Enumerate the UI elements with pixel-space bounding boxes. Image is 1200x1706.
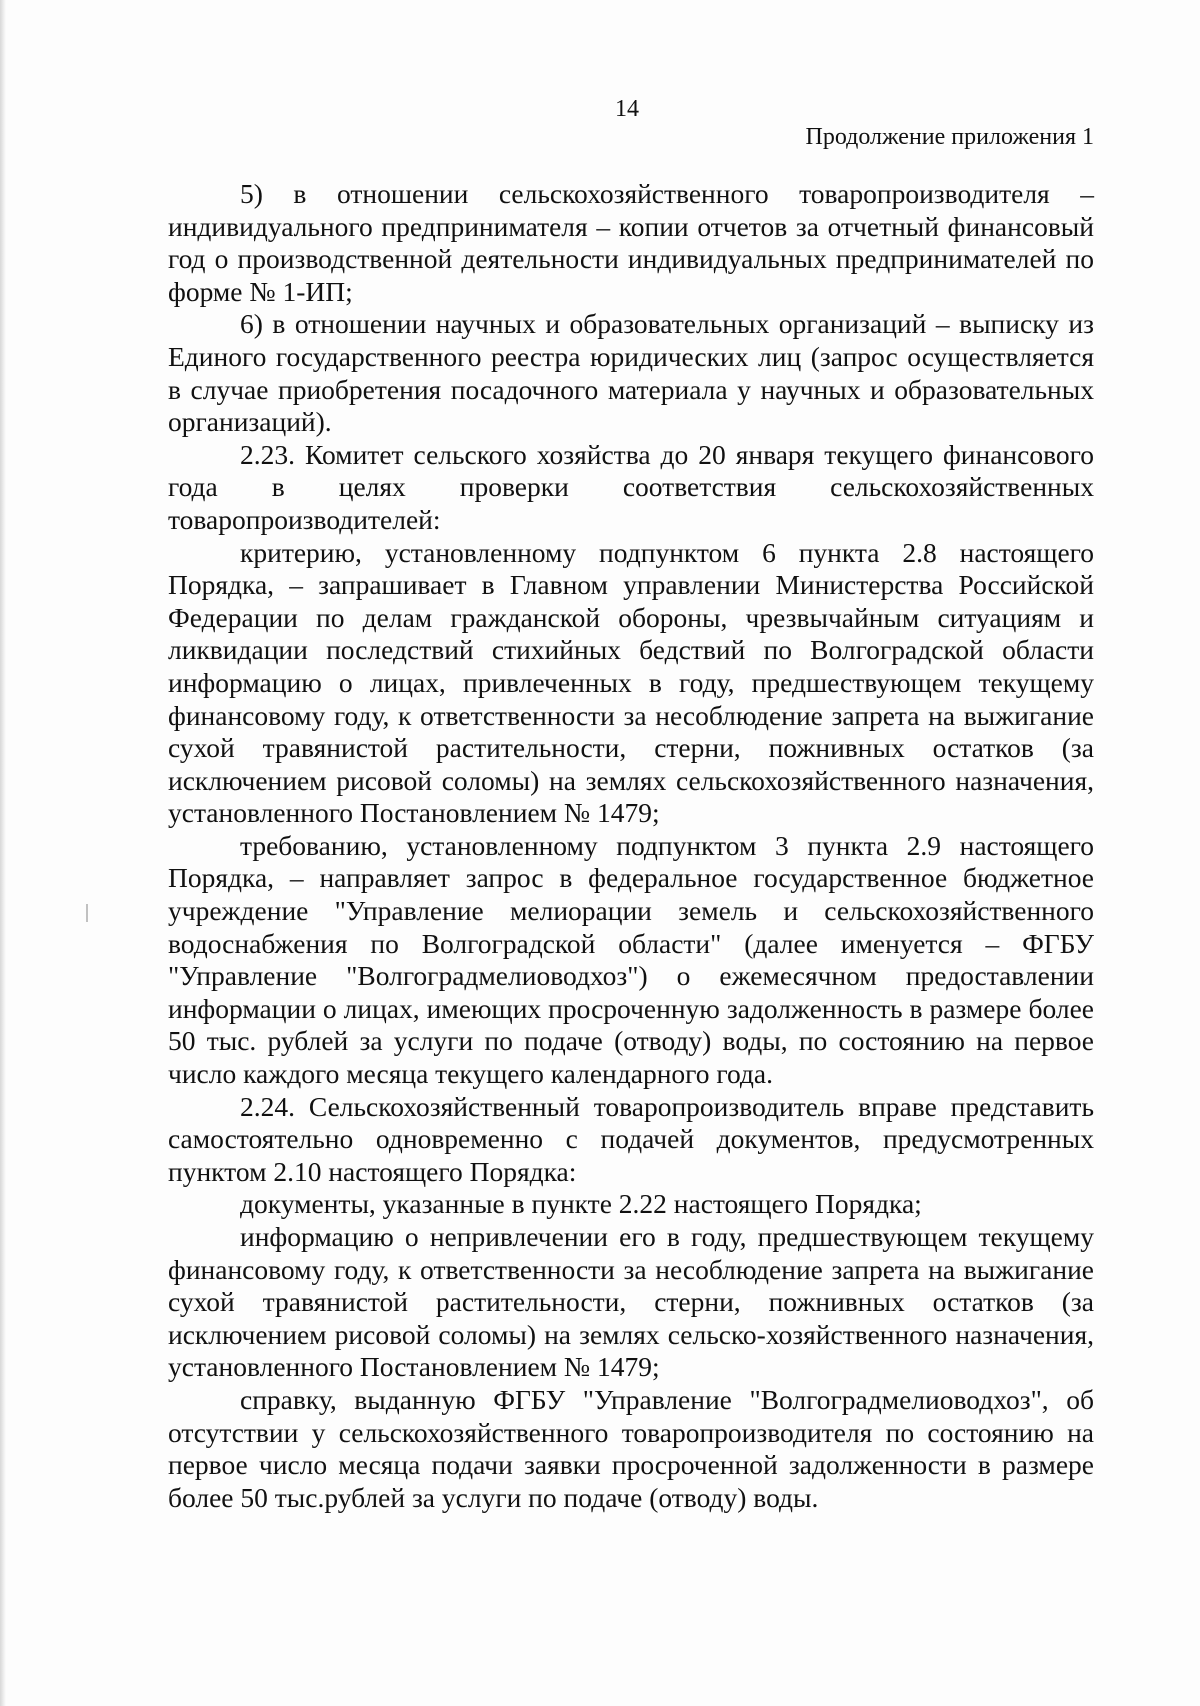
paragraph-item-6: 6) в отношении научных и образовательных организаций – выписку из Единого государственного реестра юридических лиц (запрос осуществляется в случае приобретения посадочного материала у научных и образовательных организаций).	[168, 308, 1094, 438]
scan-artifact	[86, 904, 88, 922]
paragraph-information: информацию о непривлечении его в году, предшествующем текущему финансовому году, к ответственности за несоблюдение запрета на выжигание сухой травянистой растительности, стерни, пожнивных остатков (за исключением рисовой соломы) на землях сельско-хозяйственного назначения, установленного Постановлением № 1479;	[168, 1221, 1094, 1383]
paragraph-item-5: 5) в отношении сельскохозяйственного товаропроизводителя – индивидуального предпринимателя – копии отчетов за отчетный финансовый год о производственной деятельности индивидуальных предпринимателей по форме № 1-ИП;	[168, 178, 1094, 307]
paragraph-certificate: справку, выданную ФГБУ "Управление "Волгоградмелиоводхоз", об отсутствии у сельскохозяйственного товаропроизводителя по состоянию на первое число месяца подачи заявки просроченной задолженности в размере более 50 тыс.рублей за услуги по подаче (отводу) воды.	[168, 1383, 1094, 1513]
scan-edge-shadow	[0, 0, 6, 1706]
paragraph-2-23: 2.23. Комитет сельского хозяйства до 20 января текущего финансового года в целях проверки соответствия сельскохозяйственных товаропроизводителей:	[168, 438, 1094, 535]
paragraph-requirement: требованию, установленному подпунктом 3 пункта 2.9 настоящего Порядка, – направляет запрос в федеральное государственное бюджетное учреждение "Управление мелиорации земель и сельскохозяйственного водоснабжения по Волгоградской области" (далее именуется – ФГБУ "Управление "Волгоградмелиоводхоз") о ежемесячном предоставлении информации о лицах, имеющих просроченную задолженность в размере более 50 тыс. рублей за услуги по подаче (отводу) воды, по состоянию на первое число каждого месяца текущего календарного года.	[168, 829, 1094, 1090]
page-number: 14	[615, 96, 639, 122]
paragraph-criterion: критерию, установленному подпунктом 6 пункта 2.8 настоящего Порядка, – запрашивает в Главном управлении Министерства Российской Федерации по делам гражданской обороны, чрезвычайным ситуациям и ликвидации последствий стихийных бедствий по Волгоградской области информацию о лицах, привлеченных в году, предшествующем текущему финансовому году, к ответственности за несоблюдение запрета на выжигание сухой травянистой растительности, стерни, пожнивных остатков (за исключением рисовой соломы) на землях сельскохозяйственного назначения, установленного Постановлением № 1479;	[168, 536, 1094, 829]
appendix-continuation-header: Продолжение приложения 1	[805, 124, 1094, 150]
document-body	[168, 178, 1094, 1514]
paragraph-2-24: 2.24. Сельскохозяйственный товаропроизводитель вправе представить самостоятельно одновременно с подачей документов, предусмотренных пунктом 2.10 настоящего Порядка:	[168, 1090, 1094, 1187]
paragraph-documents: документы, указанные в пункте 2.22 настоящего Порядка;	[240, 1188, 922, 1220]
